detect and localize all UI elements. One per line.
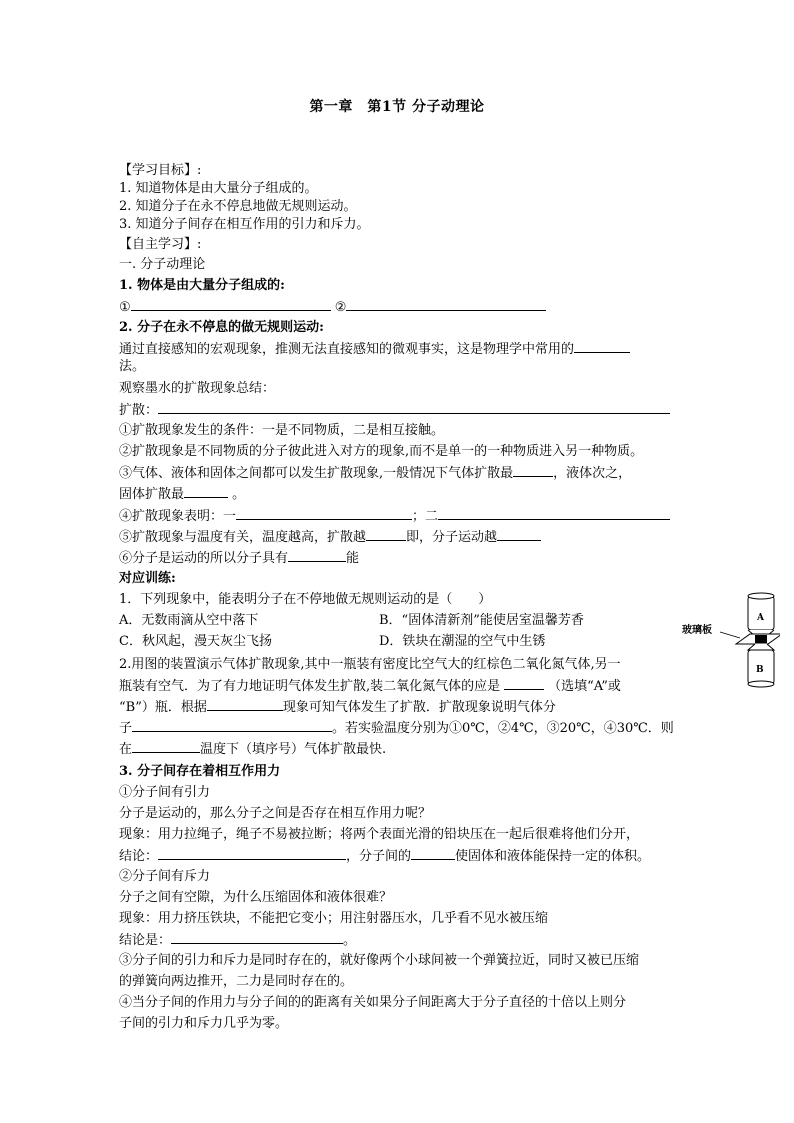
paragraph: 观察墨水的扩散现象总结： [119, 381, 276, 396]
paragraph: ④当分子间的作用力与分子间的的距离有关如果分子间距离大于分子直径的十倍以上则分 [119, 995, 627, 1010]
text: 。 [343, 933, 357, 948]
blank-field[interactable] [411, 847, 455, 860]
paragraph: 现象：用力拉绳子，绳子不易被拉断；将两个表面光滑的铅块压在一起后很难将他们分开， [119, 827, 640, 842]
blank-field[interactable] [171, 931, 343, 944]
text: 温度下（填序号）气体扩散最快. [200, 742, 387, 757]
text: 使固体和液体能保持一定的体积。 [455, 849, 651, 864]
list-item [119, 507, 699, 526]
paragraph-continued: 子间的引力和斥力几乎为零。 [119, 1016, 289, 1031]
circled-1: ① [119, 300, 131, 315]
list-item: ①扩散现象发生的条件：一是不同物质，二是相互接触。 [119, 423, 445, 438]
fill-blank-line [119, 931, 699, 950]
goal-item: 1. 知道物体是由大量分子组成的。 [119, 181, 318, 196]
label-pointer [720, 632, 740, 638]
goal-item: 3. 知道分子间存在相互作用的引力和斥力。 [119, 217, 370, 232]
bottle-a-label: A [757, 613, 764, 623]
text: ⑥分子是运动的所以分子具有 [119, 551, 289, 566]
option-b[interactable]: B．“固体清新剂”能使居室温馨芳香 [379, 613, 584, 628]
text: 瓶装有空气．为了有力地证明气体发生扩散,装二氧化氮气体的应是 [119, 679, 501, 694]
option-a[interactable]: A．无数雨滴从空中落下 [119, 613, 259, 628]
subsection-heading: 1. 物体是由大量分子组成的: [119, 278, 285, 293]
text: ，液体次之， [553, 466, 632, 481]
blank-field[interactable] [504, 677, 544, 690]
text: ，分子间的 [346, 849, 412, 864]
fill-blank-line [119, 847, 699, 866]
fill-blank-line [119, 298, 699, 317]
blank-field[interactable] [207, 698, 283, 711]
text: 现象可知气体发生了扩散．扩散现象说明气体分 [282, 700, 556, 715]
list-item: ②分子间有斥力 [119, 869, 211, 884]
blank-field[interactable] [366, 528, 406, 541]
paragraph: 现象：用力挤压铁块，不能把它变小；用注射器压水，几乎看不见水被压缩 [119, 911, 549, 926]
blank-field[interactable] [132, 719, 332, 732]
fill-blank-line [119, 401, 699, 420]
option-row [119, 612, 699, 630]
option-d[interactable]: D．铁块在潮湿的空气中生锈 [379, 634, 546, 649]
blank-field[interactable] [184, 485, 228, 498]
text: 。 [232, 487, 246, 502]
text: 。若实验温度分别为①0℃，②4℃，③20℃，④30℃．则 [332, 721, 674, 736]
paragraph: ③分子间的引力和斥力是同时存在的，就好像两个小球间被一个弹簧拉近，同时又被已压缩 [119, 953, 640, 968]
blank-field[interactable] [236, 507, 412, 520]
blank-field[interactable] [158, 847, 346, 860]
blank-field[interactable] [288, 549, 346, 562]
question: 1．下列现象中，能表明分子在不停地做无规则运动的是（ ） [119, 592, 492, 607]
practice-header: 对应训练: [119, 571, 176, 586]
option-row [119, 633, 699, 651]
goal-item: 2. 知道分子在永不停息地做无规则运动。 [119, 199, 357, 214]
bottle-b-label: B [756, 665, 764, 675]
blank-field[interactable] [438, 507, 670, 520]
text: （选填“A”或 [548, 679, 621, 694]
option-c[interactable]: C．秋风起，漫天灰尘飞扬 [119, 634, 272, 649]
text: 结论： [119, 849, 159, 864]
text: ⑤扩散现象与温度有关，温度越高，扩散越 [119, 530, 367, 545]
figure-label: 玻璃板 [682, 625, 712, 636]
question-line [119, 719, 699, 738]
question-line [119, 677, 699, 696]
question: 2.用图的装置演示气体扩散现象,其中一瓶装有密度比空气大的红棕色二氧化氮气体,另一 [119, 657, 621, 672]
text: 固体扩散最 [119, 487, 185, 502]
blank-field[interactable] [131, 298, 331, 311]
list-item [119, 464, 699, 483]
list-item [119, 528, 699, 547]
paragraph [119, 340, 699, 359]
section-heading: 一. 分子动理论 [119, 257, 206, 272]
blank-field[interactable] [513, 464, 553, 477]
text: “B”）瓶．根据 [119, 700, 207, 715]
text: ④扩散现象表明：一 [119, 509, 237, 524]
blank-field[interactable] [497, 528, 541, 541]
text: 即，分子运动越 [406, 530, 498, 545]
diffusion-apparatus-figure [680, 592, 780, 692]
subsection-heading: 2. 分子在永不停息的做无规则运动: [119, 320, 324, 335]
blank-field[interactable] [574, 340, 630, 353]
text: 结论是： [119, 933, 172, 948]
paragraph-continued: 法。 [119, 359, 146, 374]
text: ；二 [412, 509, 439, 524]
subsection-heading: 3. 分子间存在着相互作用力 [119, 764, 281, 779]
circled-2: ② [334, 300, 347, 315]
question-line [119, 740, 699, 759]
list-item: ①分子间有引力 [119, 785, 211, 800]
blank-field[interactable] [158, 401, 670, 414]
text: 在 [119, 742, 133, 757]
list-item [119, 549, 699, 568]
paragraph: 分子是运动的，那么分子之间是否存在相互作用力呢？ [119, 806, 432, 821]
blank-field[interactable] [346, 298, 546, 311]
text: 扩散： [119, 403, 159, 418]
blank-field[interactable] [132, 740, 200, 753]
text: 通过直接感知的宏观现象，推测无法直接感知的微观事实，这是物理学中常用的 [119, 342, 575, 357]
paragraph-continued: 的弹簧向两边推开，二力是同时存在的。 [119, 974, 354, 989]
self-study-header: 【自主学习】: [119, 237, 202, 252]
page-title: 第一章 第1节 分子动理论 [309, 99, 485, 115]
text: 子 [119, 721, 133, 736]
learning-goals-header: 【学习目标】: [119, 163, 202, 178]
paragraph: 分子之间有空隙，为什么压缩固体和液体很难？ [119, 890, 393, 905]
question-line [119, 698, 699, 717]
text: ③气体、液体和固体之间都可以发生扩散现象,一般情况下气体扩散最 [119, 466, 514, 481]
list-item: ②扩散现象是不同物质的分子彼此进入对方的现象,而不是单一的一种物质进入另一种物质。 [119, 444, 644, 459]
list-item-continued [119, 485, 699, 504]
text: 能 [346, 551, 360, 566]
